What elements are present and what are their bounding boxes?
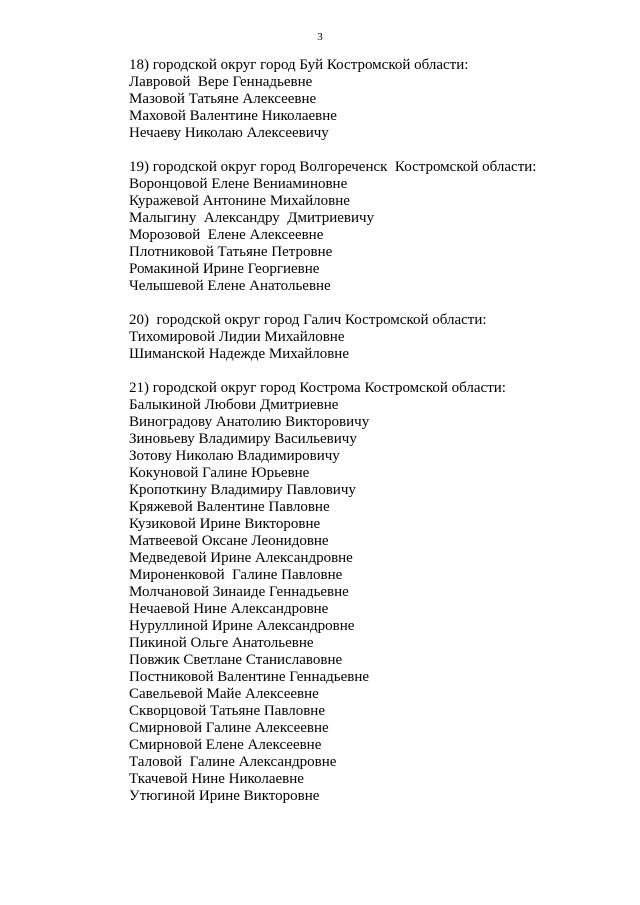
name-line: Нечаевой Нине Александровне xyxy=(129,601,329,617)
section-heading: 21) городской округ город Кострома Костромской области: xyxy=(129,380,506,396)
name-line: Морозовой Елене Алексеевне xyxy=(129,227,324,243)
name-line: Плотниковой Татьяне Петровне xyxy=(129,244,333,260)
name-line: Кузиковой Ирине Викторовне xyxy=(129,516,321,532)
section-buy xyxy=(129,57,600,142)
name-line: Медведевой Ирине Александровне xyxy=(129,550,353,566)
name-line: Ткачевой Нине Николаевне xyxy=(129,771,304,787)
name-line: Куражевой Антонине Михайловне xyxy=(129,193,350,209)
name-line: Молчановой Зинаиде Геннадьевне xyxy=(129,584,349,600)
section-heading: 18) городской округ город Буй Костромской области: xyxy=(129,57,469,73)
name-line: Воронцовой Елене Вениаминовне xyxy=(129,176,348,192)
name-line: Таловой Галине Александровне xyxy=(129,754,337,770)
name-line: Скворцовой Татьяне Павловне xyxy=(129,703,325,719)
name-line: Повжик Светлане Станиславовне xyxy=(129,652,343,668)
page-number: 3 xyxy=(317,31,323,43)
name-line: Нуруллиной Ирине Александровне xyxy=(129,618,355,634)
name-line: Виноградову Анатолию Викторовичу xyxy=(129,414,370,430)
name-line: Кропоткину Владимиру Павловичу xyxy=(129,482,356,498)
name-line: Смирновой Елене Алексеевне xyxy=(129,737,322,753)
name-line: Челышевой Елене Анатольевне xyxy=(129,278,331,294)
name-line: Нечаеву Николаю Алексеевичу xyxy=(129,125,329,141)
name-line: Постниковой Валентине Геннадьевне xyxy=(129,669,370,685)
name-line: Матвеевой Оксане Леонидовне xyxy=(129,533,329,549)
name-line: Зиновьеву Владимиру Васильевичу xyxy=(129,431,357,447)
name-line: Малыгину Александру Дмитриевичу xyxy=(129,210,375,226)
name-line: Мазовой Татьяне Алексеевне xyxy=(129,91,317,107)
section-heading: 20) городской округ город Галич Костромской области: xyxy=(129,312,487,328)
section-galich xyxy=(129,312,600,363)
section-heading: 19) городской округ город Волгореченск Костромской области: xyxy=(129,159,537,175)
name-line: Тихомировой Лидии Михайловне xyxy=(129,329,345,345)
section-kostroma xyxy=(129,380,600,805)
section-volgorechensk xyxy=(129,159,600,295)
name-line: Маховой Валентине Николаевне xyxy=(129,108,337,124)
name-line: Савельевой Майе Алексеевне xyxy=(129,686,319,702)
name-line: Мироненковой Галине Павловне xyxy=(129,567,343,583)
name-line: Утюгиной Ирине Викторовне xyxy=(129,788,320,804)
name-line: Смирновой Галине Алексеевне xyxy=(129,720,329,736)
document-body xyxy=(129,57,600,822)
name-line: Ромакиной Ирине Георгиевне xyxy=(129,261,320,277)
name-line: Шиманской Надежде Михайловне xyxy=(129,346,349,362)
name-line: Балыкиной Любови Дмитриевне xyxy=(129,397,339,413)
name-line: Кокуновой Галине Юрьевне xyxy=(129,465,310,481)
name-line: Пикиной Ольге Анатольевне xyxy=(129,635,314,651)
name-line: Зотову Николаю Владимировичу xyxy=(129,448,340,464)
name-line: Кряжевой Валентине Павловне xyxy=(129,499,330,515)
name-line: Лавровой Вере Геннадьевне xyxy=(129,74,313,90)
